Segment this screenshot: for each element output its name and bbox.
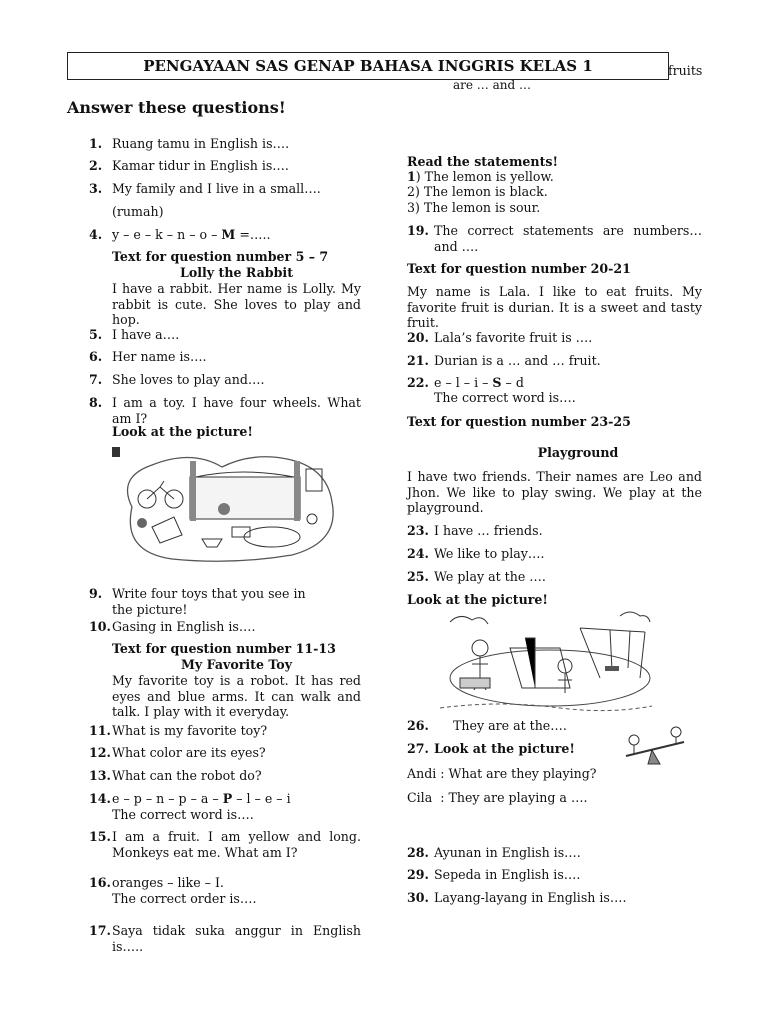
page-title: PENGAYAAN SAS GENAP BAHASA INGGRIS KELAS 1 <box>67 52 669 80</box>
text-header-23-25: Text for question number 23-25 <box>407 414 631 429</box>
story-favorite-toy-text: My favorite toy is a robot. It has red eyes and blue arms. It can walk and talk. I play with it everyday. <box>112 673 361 720</box>
story-title-favorite-toy: My Favorite Toy <box>180 657 293 672</box>
story-title-playground: Playground <box>537 445 619 460</box>
anchor-icon <box>112 447 120 457</box>
text-header-11-13: Text for question number 11-13 <box>112 641 336 656</box>
statements-header: Read the statements! <box>407 154 559 169</box>
playground-picture <box>440 608 655 716</box>
look-at-picture-label: Look at the picture! <box>407 592 548 607</box>
statement-2: 2) The lemon is black. <box>407 184 548 199</box>
story-lala-text: My name is Lala. I like to eat fruits. My favorite fruit is durian. It is a sweet and tasty fruit. <box>407 284 702 331</box>
toys-bedroom-picture <box>112 447 344 565</box>
overflow-fragment-fruits: fruits <box>668 63 703 78</box>
statement-3: 3) The lemon is sour. <box>407 200 541 215</box>
instruction-heading: Answer these questions! <box>67 98 286 117</box>
text-header-5-7: Text for question number 5 – 7 <box>112 249 329 264</box>
story-title-lolly: Lolly the Rabbit <box>179 265 294 280</box>
statement-1: 1) The lemon is yellow. <box>407 169 554 184</box>
overflow-fragment-are-and: are … and … <box>453 78 531 92</box>
text-header-20-21: Text for question number 20-21 <box>407 261 631 276</box>
story-lolly-text: I have a rabbit. Her name is Lolly. My rabbit is cute. She loves to play and hop. <box>112 281 361 328</box>
seesaw-picture <box>622 726 688 768</box>
story-playground-text: I have two friends. Their names are Leo and Jhon. We like to play swing. We play at the playground. <box>407 469 702 516</box>
dialog-cila: Cila : They are playing a …. <box>407 790 588 805</box>
dialog-andi: Andi : What are they playing? <box>407 766 597 781</box>
